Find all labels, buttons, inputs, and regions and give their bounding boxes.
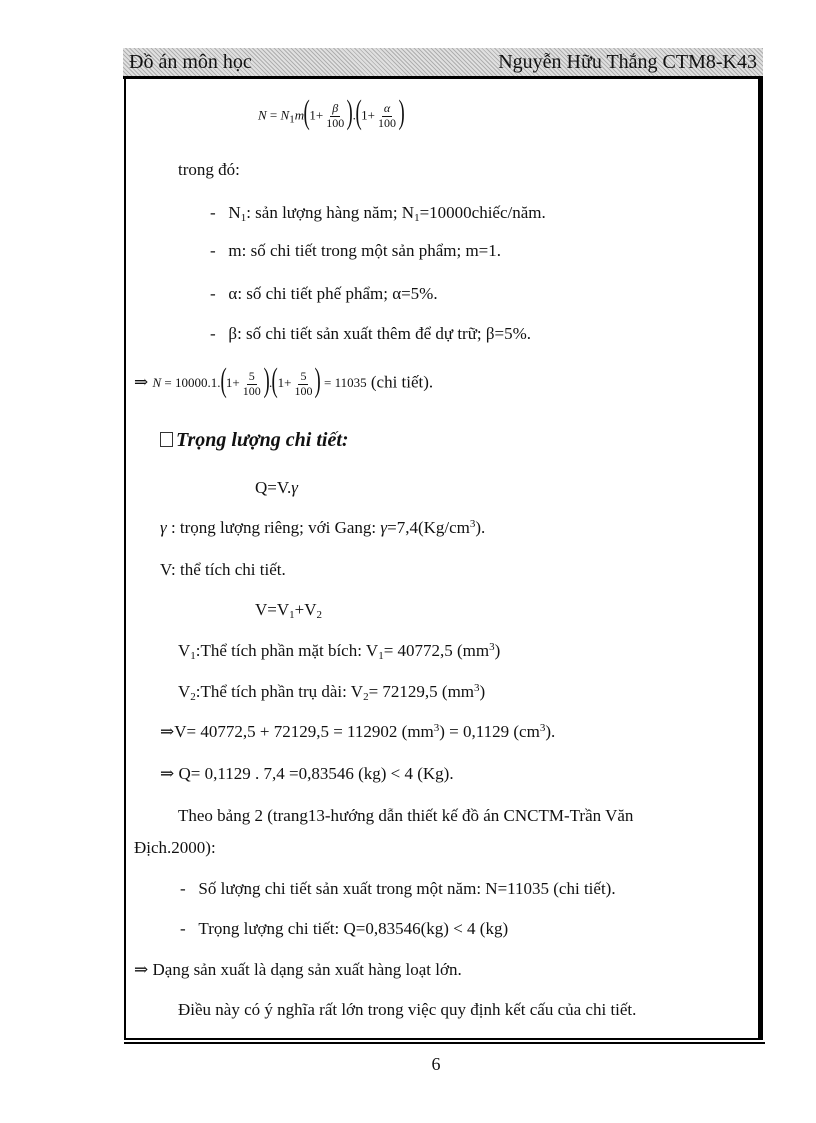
formula-n: $N = N_1m(1+$ $\frac{\beta}{100}$ ).(1+ $\frac{\alpha}{100}$ ) [258, 94, 405, 131]
formula-n-value: ⇒ N = 10000.1.(1+ $\frac{5}{100}$ ).(1+ $\frac{5}{100}$ ) = 11035 (chi tiết). [134, 362, 434, 399]
v-line: V: thể tích chi tiết. [160, 560, 286, 579]
dang-san-xuat: ⇒ Dạng sản xuất là dạng sản xuất hàng loạt lớn. [134, 960, 462, 979]
dieu-nay: Điều này có ý nghĩa rất lớn trong việc quy định kết cấu của chi tiết. [178, 1000, 637, 1019]
page-number: 6 [431, 1054, 441, 1074]
gamma-line: γ : trọng lượng riêng; với Gang: $\gamma=7,4(Kg/cm^3)$. [160, 518, 486, 537]
bullet-square-icon [160, 432, 173, 447]
v1-line: $V_1:Thể$ tích phần mặt bích: $V_1= 40772,5$ $(mm^3)$ [178, 641, 501, 662]
header-author: Nguyễn Hữu Thắng CTM8-K43 [498, 51, 757, 73]
q-formula: Q=V.γ [255, 478, 298, 497]
page-header [123, 48, 763, 79]
bullet-n1: - $N_1$: sản lượng hàng năm; $N_1=10000chiếc$/năm. [210, 203, 546, 224]
bullet-beta: - β: số chi tiết sản xuất thêm để dự trữ; β=5%. [210, 324, 532, 343]
theo-bang-line2: Địch.2000): [134, 838, 216, 857]
v-sum: ⇒V= 40772,5 + 72129,5 = 112902 $(mm^3) = 0,1129$ $(cm^3)$. [160, 722, 556, 741]
bullet-so-luong: - Số lượng chi tiết sản xuất trong một năm: N=11035 (chi tiết). [180, 879, 616, 898]
section-title: Trọng lượng chi tiết: [160, 428, 349, 452]
v-formula: $V=V_1+V_2$ [255, 600, 323, 621]
q-result: ⇒ Q= 0,1129 . 7,4 =0,83546 (kg) < 4 (Kg). [160, 764, 454, 783]
v2-line: $V_2:Thể$ tích phần trụ dài: $V_2= 72129,5$ $(mm^3)$ [178, 682, 486, 703]
header-course: Đồ án môn học [129, 51, 252, 73]
frac-hundred-b: 100 [378, 115, 396, 130]
frac-hundred-c: 100 [294, 383, 313, 398]
theo-bang-line1: Theo bảng 2 (trang13-hướng dẫn thiết kế đồ án CNCTM-Trần Văn [178, 806, 634, 825]
frame-shadow [124, 1042, 765, 1044]
frac-five-b: 5 [300, 369, 307, 384]
bullet-trong-luong: - Trọng lượng chi tiết: Q=0,83546(kg) < 4 (kg) [180, 919, 509, 938]
trong-do: trong đó: [178, 160, 240, 179]
bullet-m: - m: số chi tiết trong một sản phẩm; m=1. [210, 241, 502, 260]
bullet-alpha: - α: số chi tiết phế phẩm; α=5%. [210, 284, 438, 303]
